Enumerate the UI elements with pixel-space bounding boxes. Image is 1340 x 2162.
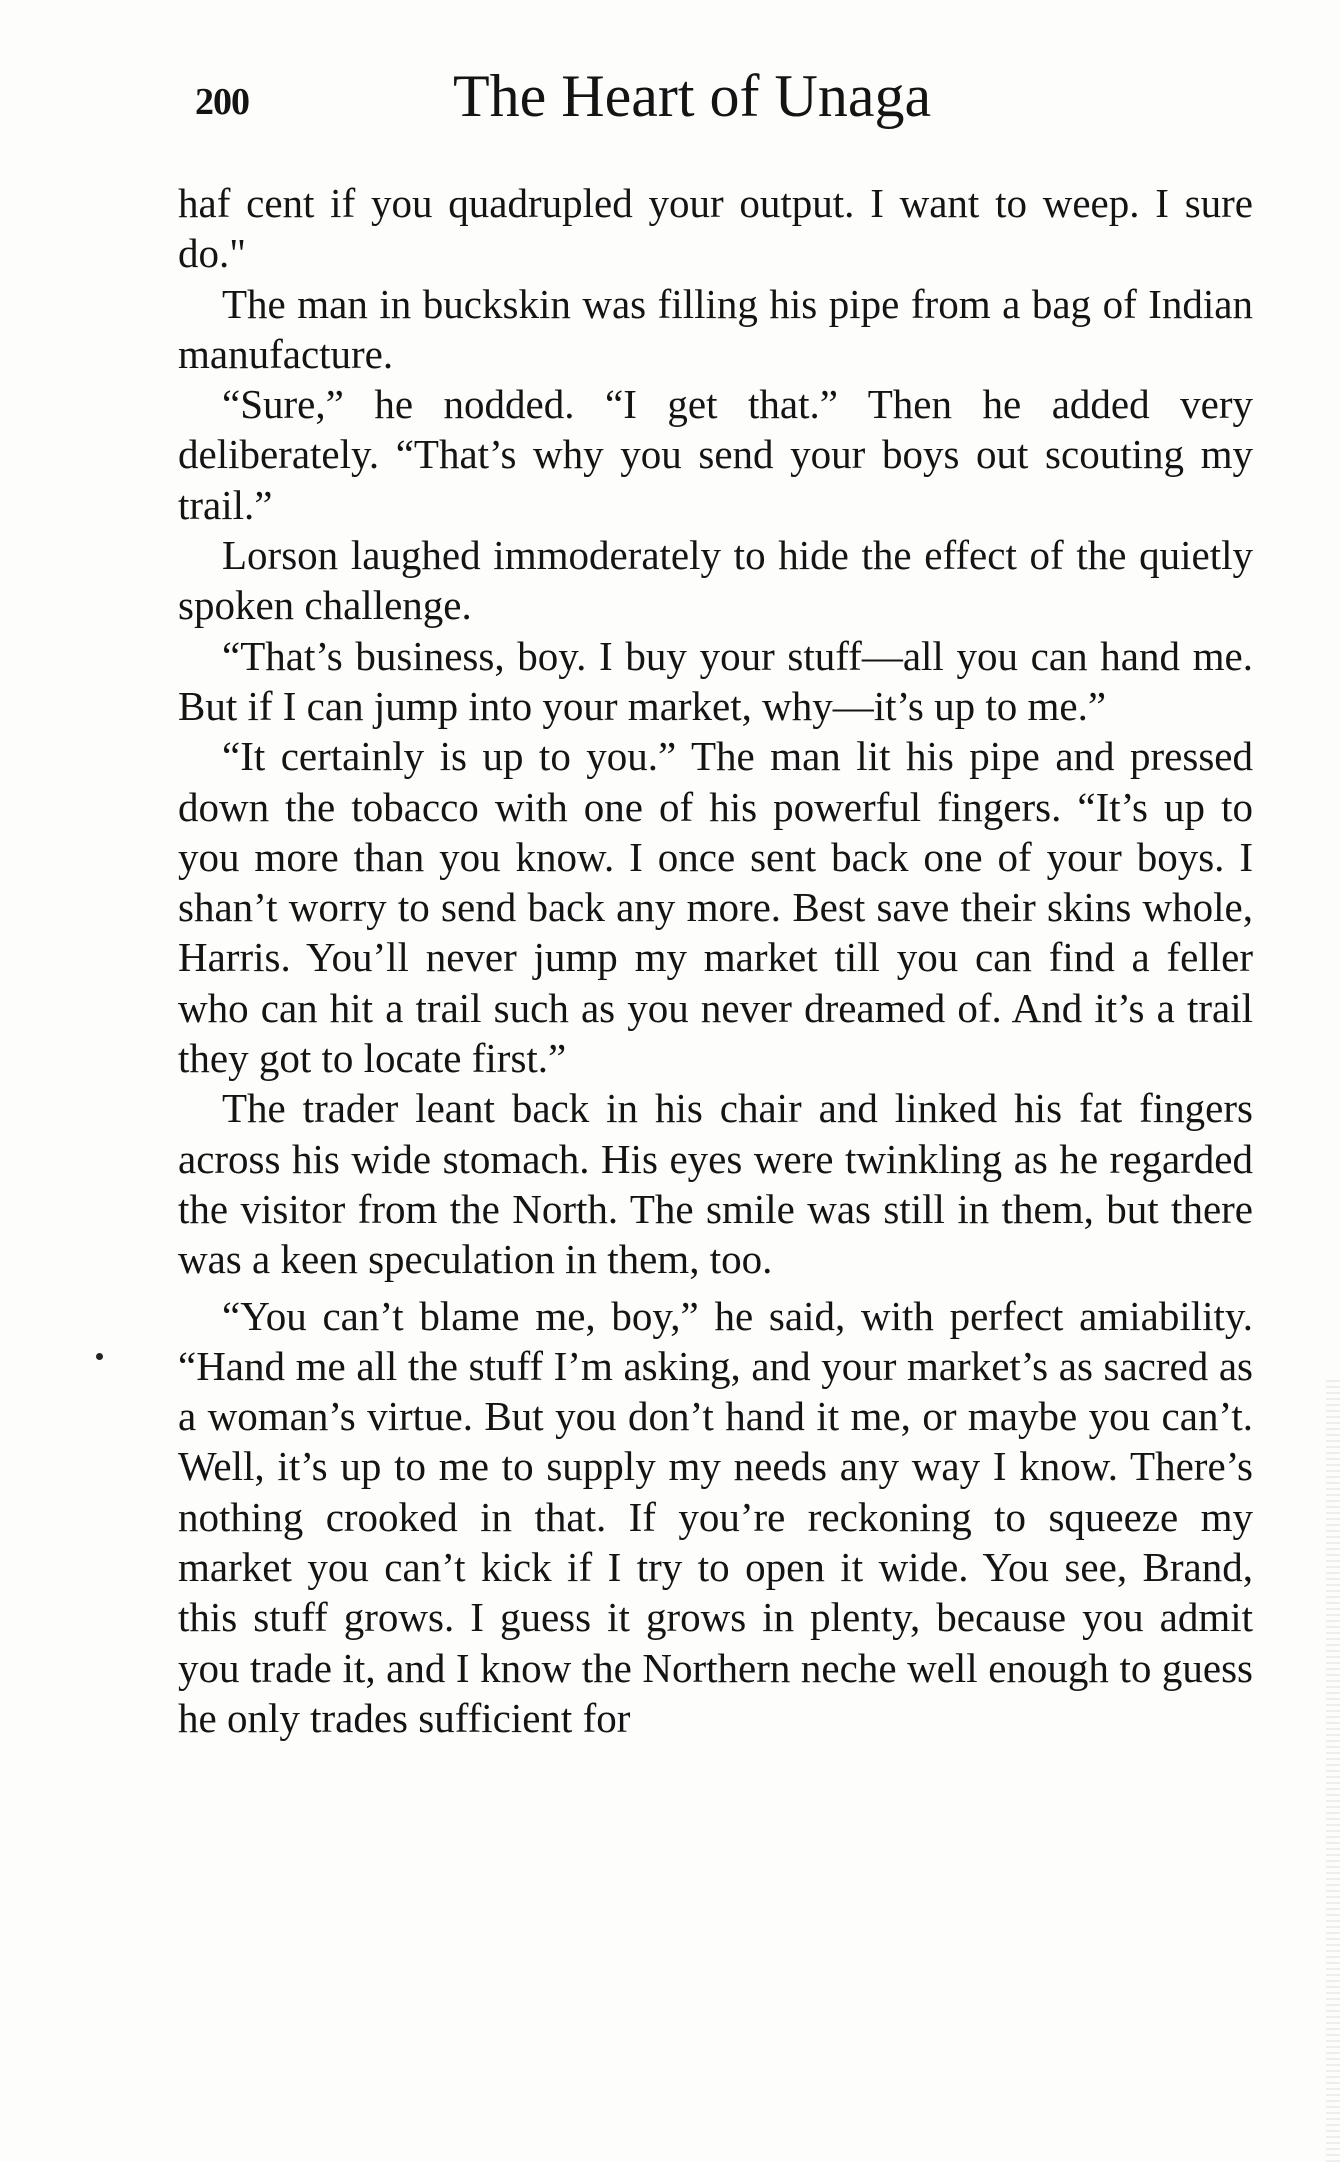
- paragraph: “Sure,” he nodded. “I get that.” Then he added very deliberately. “That’s why you send your boys out scouting my trail.”: [178, 381, 1253, 528]
- page-number: 200: [195, 81, 249, 123]
- paragraph: “That’s business, boy. I buy your stuff—all you can hand me. But if I can jump into your market, why—it’s up to me.”: [178, 632, 1253, 729]
- paragraph: The trader leant back in his chair and linked his fat fingers across his wide stomach. His eyes were twinkling as he regarded the visitor from the North. The smile was still in them, but there was a keen speculation in them, too.: [178, 1085, 1253, 1283]
- body-text: [178, 178, 1253, 1743]
- paragraph: “You can’t blame me, boy,” he said, with perfect amiability. “Hand me all the stuff I’m asking, and your market’s as sacred as a woman’s virtue. But you don’t hand it me, or maybe you can’t. Well, it’s up to me to supply my needs any way I know. There’s nothing crooked in that. If you’re reckoning to squeeze my market you can’t kick if I try to open it wide. You see, Brand, this stuff grows. I guess it grows in plenty, because you admit you trade it, and I know the Northern neche well enough to guess he only trades sufficient for: [178, 1292, 1253, 1741]
- ink-speck: [96, 1353, 103, 1360]
- running-title: The Heart of Unaga: [453, 63, 932, 129]
- paragraph: The man in buckskin was filling his pipe from a bag of Indian manufacture.: [178, 280, 1253, 377]
- page-edge-shadow: [1326, 1380, 1340, 2162]
- paragraph: “It certainly is up to you.” The man lit his pipe and pressed down the tobacco with one of his powerful fingers. “It’s up to you more than you know. I once sent back one of your boys. I shan’t worry to send back any more. Best save their skins whole, Harris. You’ll never jump my market till you can find a feller who can hit a trail such as you never dreamed of. And it’s a trail they got to locate first.”: [178, 733, 1253, 1082]
- paragraph: haf cent if you quadrupled your output. I want to weep. I sure do.": [178, 180, 1253, 277]
- page-header: [195, 62, 1255, 152]
- paragraph: Lorson laughed immoderately to hide the effect of the quietly spoken challenge.: [178, 532, 1253, 629]
